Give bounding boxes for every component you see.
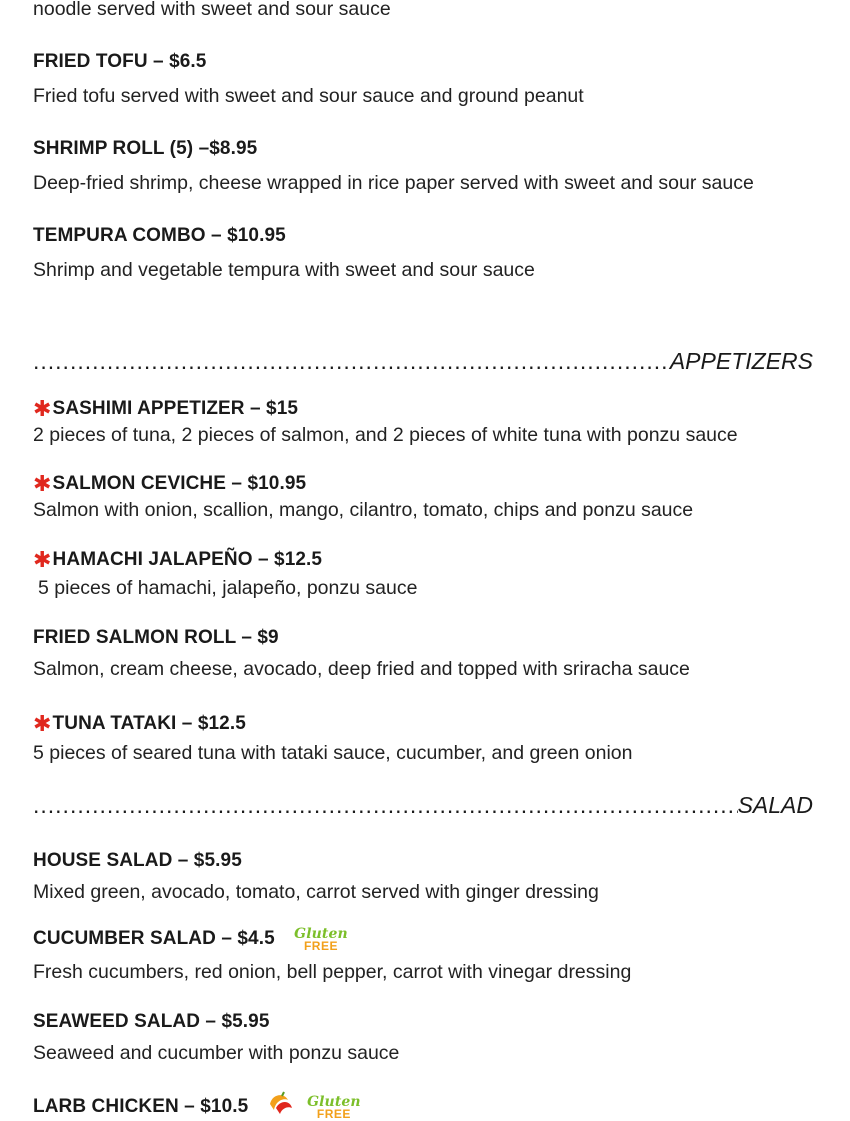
menu-item-description: 5 pieces of seared tuna with tataki sauce, cucumber, and green onion	[33, 742, 633, 764]
menu-item-description: Salmon with onion, scallion, mango, cilantro, tomato, chips and ponzu sauce	[33, 499, 694, 521]
menu-item-title: HOUSE SALAD – $5.95	[33, 850, 242, 871]
spicy-pepper-icon	[262, 1090, 296, 1116]
menu-item-description: Fried tofu served with sweet and sour sauce and ground peanut	[33, 85, 584, 107]
gluten-badge-line1: Gluten	[294, 926, 348, 942]
section-header-salad	[33, 792, 813, 819]
section-title: SALAD	[737, 792, 813, 818]
menu-item-title: SEAWEED SALAD – $5.95	[33, 1011, 270, 1032]
dot-leader	[33, 792, 738, 819]
menu-item-title	[33, 711, 246, 737]
menu-item-title-text: SALMON CEVICHE – $10.95	[52, 473, 307, 494]
menu-item-title: SHRIMP ROLL (5) –$8.95	[33, 138, 258, 159]
menu-item-title-partial	[33, 1090, 361, 1120]
gluten-free-badge	[294, 928, 348, 952]
menu-item-title: FRIED SALMON ROLL – $9	[33, 627, 279, 648]
gluten-badge-line2: FREE	[303, 939, 338, 953]
menu-item-title-text: HAMACHI JALAPEÑO – $12.5	[52, 549, 323, 570]
menu-item-description: Shrimp and vegetable tempura with sweet and sour sauce	[33, 259, 535, 281]
menu-item-description: 5 pieces of hamachi, jalapeño, ponzu sauce	[38, 577, 418, 599]
menu-item-description: Salmon, cream cheese, avocado, deep fried and topped with sriracha sauce	[33, 658, 690, 680]
asterisk-icon: ✱	[33, 471, 52, 496]
menu-item-description: Deep-fried shrimp, cheese wrapped in rice paper served with sweet and sour sauce	[33, 172, 754, 194]
menu-item-title-text: TUNA TATAKI – $12.5	[52, 713, 246, 734]
asterisk-icon: ✱	[33, 711, 52, 736]
menu-item-title: FRIED TOFU – $6.5	[33, 51, 207, 72]
asterisk-icon: ✱	[33, 396, 52, 421]
menu-item-description: Mixed green, avocado, tomato, carrot served with ginger dressing	[33, 881, 599, 903]
menu-item-title	[33, 396, 298, 422]
menu-item-title	[33, 547, 322, 573]
asterisk-icon: ✱	[33, 547, 52, 572]
gluten-badge-line2: FREE	[316, 1107, 351, 1121]
dot-leader	[33, 348, 670, 375]
gluten-badge-line1: Gluten	[307, 1094, 361, 1110]
menu-item-title-text: LARB CHICKEN – $10.5	[33, 1096, 249, 1117]
menu-item-description: Fresh cucumbers, red onion, bell pepper, carrot with vinegar dressing	[33, 961, 632, 983]
section-header-appetizers	[33, 348, 813, 375]
section-title: APPETIZERS	[669, 348, 813, 374]
menu-item-title-text: CUCUMBER SALAD – $4.5	[33, 928, 275, 949]
menu-item-description: Seaweed and cucumber with ponzu sauce	[33, 1042, 400, 1064]
menu-item-title	[33, 928, 348, 952]
menu-item-title: TEMPURA COMBO – $10.95	[33, 225, 286, 246]
gluten-free-badge	[307, 1096, 361, 1120]
menu-item-title-text: SASHIMI APPETIZER – $15	[52, 398, 299, 419]
menu-item-title	[33, 471, 306, 497]
item-description-continued: noodle served with sweet and sour sauce	[33, 0, 391, 20]
menu-item-description: 2 pieces of tuna, 2 pieces of salmon, and 2 pieces of white tuna with ponzu sauce	[33, 424, 738, 446]
